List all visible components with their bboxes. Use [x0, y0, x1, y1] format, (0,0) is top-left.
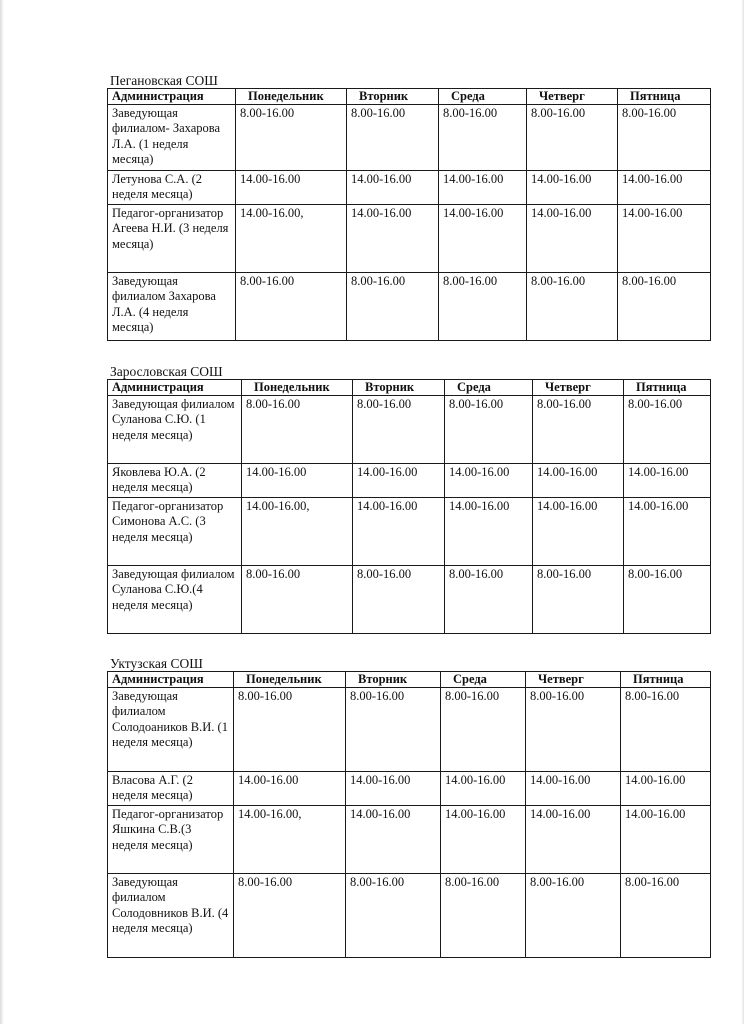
header-wednesday: Среда [445, 380, 533, 396]
time-cell-wednesday: 14.00-16.00 [441, 772, 526, 806]
schedule-table [107, 671, 711, 958]
time-cell-friday: 14.00-16.00 [618, 171, 711, 205]
time-cell-tuesday: 8.00-16.00 [347, 273, 439, 341]
header-row [108, 89, 711, 105]
header-monday: Понедельник [242, 380, 353, 396]
table-row [108, 273, 711, 341]
time-cell-wednesday: 14.00-16.00 [445, 498, 533, 566]
time-cell-friday: 14.00-16.00 [621, 772, 711, 806]
time-cell-friday: 14.00-16.00 [624, 464, 711, 498]
schedule-table [107, 88, 711, 341]
admin-cell: Летунова С.А. (2 неделя месяца) [108, 171, 236, 205]
time-cell-monday: 14.00-16.00 [242, 464, 353, 498]
time-cell-tuesday: 8.00-16.00 [353, 396, 445, 464]
time-cell-thursday: 14.00-16.00 [527, 205, 618, 273]
time-cell-friday: 8.00-16.00 [618, 273, 711, 341]
time-cell-tuesday: 14.00-16.00 [346, 806, 441, 874]
header-friday: Пятница [624, 380, 711, 396]
table-row [108, 498, 711, 566]
time-cell-wednesday: 14.00-16.00 [439, 205, 527, 273]
time-cell-monday: 8.00-16.00 [242, 566, 353, 634]
header-monday: Понедельник [234, 672, 346, 688]
header-tuesday: Вторник [353, 380, 445, 396]
admin-cell: Педагог-организатор Агеева Н.И. (3 неделя месяца) [108, 205, 236, 273]
time-cell-friday: 8.00-16.00 [624, 566, 711, 634]
admin-cell: Заведующая филиалом Суланова С.Ю.(4 неделя месяца) [108, 566, 242, 634]
time-cell-thursday: 8.00-16.00 [526, 874, 621, 958]
table-row [108, 874, 711, 958]
time-cell-friday: 14.00-16.00 [621, 806, 711, 874]
time-cell-wednesday: 14.00-16.00 [445, 464, 533, 498]
school-section-uktuzskaya [107, 656, 710, 958]
time-cell-friday: 8.00-16.00 [621, 874, 711, 958]
time-cell-thursday: 8.00-16.00 [527, 105, 618, 171]
time-cell-wednesday: 8.00-16.00 [441, 688, 526, 772]
time-cell-friday: 8.00-16.00 [618, 105, 711, 171]
admin-cell: Заведующая филиалом Захарова Л.А. (4 неделя месяца) [108, 273, 236, 341]
time-cell-tuesday: 14.00-16.00 [353, 498, 445, 566]
table-row [108, 772, 711, 806]
time-cell-thursday: 14.00-16.00 [526, 772, 621, 806]
admin-cell: Яковлева Ю.А. (2 неделя месяца) [108, 464, 242, 498]
time-cell-wednesday: 8.00-16.00 [439, 273, 527, 341]
school-title: Пегановская СОШ [110, 73, 218, 88]
time-cell-friday: 14.00-16.00 [624, 498, 711, 566]
time-cell-tuesday: 8.00-16.00 [353, 566, 445, 634]
header-thursday: Четверг [526, 672, 621, 688]
time-cell-monday: 14.00-16.00, [236, 205, 347, 273]
time-cell-thursday: 14.00-16.00 [527, 171, 618, 205]
time-cell-thursday: 8.00-16.00 [526, 688, 621, 772]
time-cell-wednesday: 14.00-16.00 [439, 171, 527, 205]
header-thursday: Четверг [533, 380, 624, 396]
header-admin: Администрация [108, 89, 236, 105]
header-friday: Пятница [618, 89, 711, 105]
time-cell-monday: 14.00-16.00 [234, 772, 346, 806]
header-wednesday: Среда [441, 672, 526, 688]
header-tuesday: Вторник [347, 89, 439, 105]
school-title: Зарословская СОШ [110, 364, 223, 379]
header-admin: Администрация [108, 672, 234, 688]
admin-cell: Педагог-организатор Симонова А.С. (3 неделя месяца) [108, 498, 242, 566]
time-cell-tuesday: 8.00-16.00 [346, 874, 441, 958]
table-row [108, 566, 711, 634]
header-row [108, 380, 711, 396]
time-cell-friday: 14.00-16.00 [618, 205, 711, 273]
time-cell-wednesday: 8.00-16.00 [441, 874, 526, 958]
time-cell-thursday: 8.00-16.00 [533, 396, 624, 464]
table-row [108, 171, 711, 205]
time-cell-monday: 14.00-16.00, [242, 498, 353, 566]
time-cell-monday: 8.00-16.00 [242, 396, 353, 464]
time-cell-monday: 14.00-16.00 [236, 171, 347, 205]
time-cell-tuesday: 14.00-16.00 [347, 205, 439, 273]
school-section-zaroslovskaya [107, 364, 710, 634]
header-admin: Администрация [108, 380, 242, 396]
table-row [108, 688, 711, 772]
time-cell-tuesday: 8.00-16.00 [346, 688, 441, 772]
header-monday: Понедельник [236, 89, 347, 105]
admin-cell: Заведующая филиалом- Захарова Л.А. (1 неделя месяца) [108, 105, 236, 171]
time-cell-friday: 8.00-16.00 [624, 396, 711, 464]
time-cell-wednesday: 8.00-16.00 [445, 566, 533, 634]
time-cell-thursday: 14.00-16.00 [526, 806, 621, 874]
time-cell-tuesday: 8.00-16.00 [347, 105, 439, 171]
time-cell-thursday: 14.00-16.00 [533, 498, 624, 566]
admin-cell: Заведующая филиалом Суланова С.Ю. (1 неделя месяца) [108, 396, 242, 464]
admin-cell: Педагог-организатор Яшкина С.В.(3 неделя месяца) [108, 806, 234, 874]
time-cell-wednesday: 8.00-16.00 [439, 105, 527, 171]
header-row [108, 672, 711, 688]
time-cell-monday: 8.00-16.00 [236, 105, 347, 171]
time-cell-monday: 8.00-16.00 [234, 874, 346, 958]
time-cell-thursday: 14.00-16.00 [533, 464, 624, 498]
admin-cell: Заведующая филиалом Солодовников В.И. (4 неделя месяца) [108, 874, 234, 958]
time-cell-tuesday: 14.00-16.00 [346, 772, 441, 806]
admin-cell: Власова А.Г. (2 неделя месяца) [108, 772, 234, 806]
table-row [108, 464, 711, 498]
school-title: Уктузская СОШ [110, 656, 203, 671]
header-wednesday: Среда [439, 89, 527, 105]
schedule-table [107, 379, 711, 634]
time-cell-wednesday: 8.00-16.00 [445, 396, 533, 464]
table-row [108, 396, 711, 464]
time-cell-tuesday: 14.00-16.00 [353, 464, 445, 498]
time-cell-thursday: 8.00-16.00 [533, 566, 624, 634]
table-row [108, 806, 711, 874]
time-cell-monday: 8.00-16.00 [236, 273, 347, 341]
header-thursday: Четверг [527, 89, 618, 105]
school-section-peganovskaya [107, 73, 710, 341]
time-cell-wednesday: 14.00-16.00 [441, 806, 526, 874]
scan-edge-left [0, 0, 4, 1024]
table-row [108, 205, 711, 273]
time-cell-monday: 8.00-16.00 [234, 688, 346, 772]
time-cell-friday: 8.00-16.00 [621, 688, 711, 772]
header-friday: Пятница [621, 672, 711, 688]
time-cell-monday: 14.00-16.00, [234, 806, 346, 874]
table-row [108, 105, 711, 171]
admin-cell: Заведующая филиалом Солодоаников В.И. (1 неделя месяца) [108, 688, 234, 772]
header-tuesday: Вторник [346, 672, 441, 688]
time-cell-thursday: 8.00-16.00 [527, 273, 618, 341]
time-cell-tuesday: 14.00-16.00 [347, 171, 439, 205]
